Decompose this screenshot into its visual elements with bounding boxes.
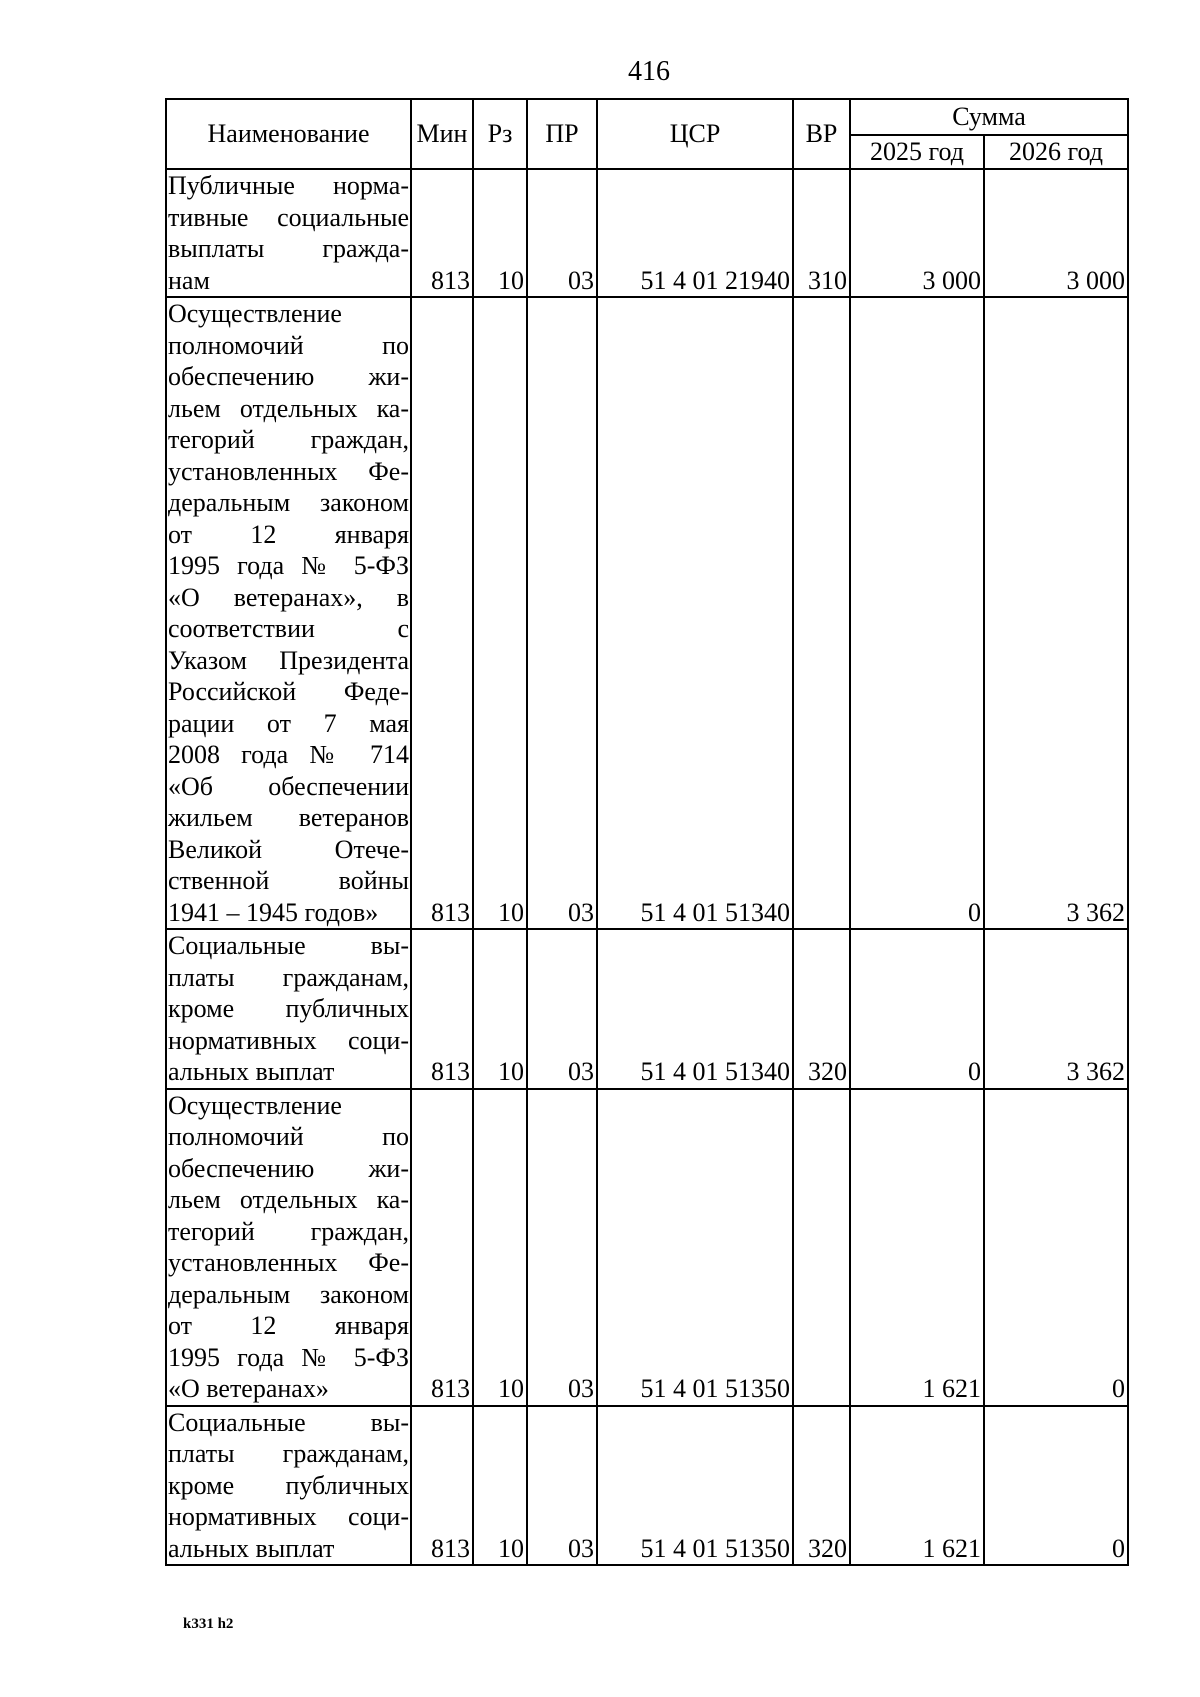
cell-vr: 310: [793, 169, 850, 297]
name-line: обеспечению жи-: [168, 362, 409, 391]
cell-sum-2026: 3 362: [984, 929, 1128, 1089]
cell-rz: 10: [473, 1089, 527, 1406]
cell-sum-2025: 1 621: [850, 1089, 984, 1406]
name-line: тивные социальные: [168, 202, 409, 232]
name-line: альных выплат: [168, 1057, 335, 1086]
name-line: 1995 года № 5-ФЗ: [168, 551, 409, 580]
header-csr: ЦСР: [597, 99, 793, 169]
cell-pr: 03: [527, 929, 597, 1089]
header-year-2026: 2026 год: [984, 135, 1128, 169]
table-row: [166, 1089, 1128, 1406]
name-line: 2008 года № 714: [168, 740, 409, 769]
name-line: 1995 года № 5-ФЗ: [168, 1342, 409, 1372]
header-vr: ВР: [793, 99, 850, 169]
cell-pr: 03: [527, 1089, 597, 1406]
name-line: 1941 – 1945 годов»: [168, 897, 379, 927]
cell-csr: 51 4 01 51340: [597, 297, 793, 929]
header-name: Наименование: [166, 99, 411, 169]
name-line: альных выплат: [168, 1533, 335, 1563]
name-line: нам: [168, 265, 210, 295]
name-line: «Об обеспечении: [168, 771, 409, 801]
name-line: льем отдельных ка-: [168, 393, 409, 423]
cell-vr: [793, 1089, 850, 1406]
table-header: [166, 99, 1128, 169]
cell-name: [166, 1089, 411, 1406]
name-line: рации от 7 мая: [168, 708, 409, 738]
cell-sum-2026: 0: [984, 1089, 1128, 1406]
cell-name: [166, 169, 411, 297]
cell-csr: 51 4 01 51350: [597, 1406, 793, 1566]
name-line: льем отдельных ка-: [168, 1185, 409, 1214]
name-line: Великой Отече-: [168, 834, 409, 864]
name-line: Осуществление: [168, 1090, 342, 1120]
name-line: «О ветеранах», в: [168, 582, 409, 612]
cell-sum-2026: 3 000: [984, 169, 1128, 297]
cell-csr: 51 4 01 51340: [597, 929, 793, 1089]
name-line: нормативных соци-: [168, 1025, 409, 1055]
cell-vr: [793, 297, 850, 929]
cell-sum-2026: 0: [984, 1406, 1128, 1566]
name-line: платы гражданам,: [168, 1439, 409, 1468]
header-rz: Рз: [473, 99, 527, 169]
name-line: полномочий по: [168, 330, 409, 360]
header-pr: ПР: [527, 99, 597, 169]
table-row: [166, 1406, 1128, 1566]
cell-sum-2025: 0: [850, 929, 984, 1089]
header-year-2025: 2025 год: [850, 135, 984, 169]
table-row: [166, 169, 1128, 297]
cell-sum-2026: 3 362: [984, 297, 1128, 929]
cell-min: 813: [411, 169, 473, 297]
name-line: Указом Президента: [168, 645, 409, 675]
cell-name: [166, 297, 411, 929]
footer-code: k331 h2: [183, 1616, 234, 1632]
name-line: соответствии с: [168, 614, 409, 643]
name-line: тегорий граждан,: [168, 425, 409, 454]
name-line: от 12 января: [168, 1311, 409, 1340]
name-line: деральным законом: [168, 1279, 409, 1309]
cell-rz: 10: [473, 297, 527, 929]
cell-min: 813: [411, 1089, 473, 1406]
cell-pr: 03: [527, 297, 597, 929]
name-line: жильем ветеранов: [168, 803, 409, 832]
cell-sum-2025: 3 000: [850, 169, 984, 297]
table-row: [166, 929, 1128, 1089]
cell-vr: 320: [793, 929, 850, 1089]
name-line: полномочий по: [168, 1122, 409, 1151]
name-line: кроме публичных: [168, 1470, 409, 1500]
name-line: Публичные норма-: [168, 171, 409, 200]
name-line: Осуществление: [168, 299, 342, 328]
table-row: [166, 297, 1128, 929]
name-line: кроме публичных: [168, 994, 409, 1023]
cell-sum-2025: 0: [850, 297, 984, 929]
cell-name: [166, 929, 411, 1089]
cell-csr: 51 4 01 21940: [597, 169, 793, 297]
cell-csr: 51 4 01 51350: [597, 1089, 793, 1406]
name-line: обеспечению жи-: [168, 1153, 409, 1183]
name-line: ственной войны: [168, 866, 409, 895]
name-line: от 12 января: [168, 519, 409, 549]
name-line: тегорий граждан,: [168, 1216, 409, 1246]
name-line: платы гражданам,: [168, 962, 409, 992]
name-line: выплаты гражда-: [168, 234, 409, 263]
header-sum: Сумма: [850, 99, 1128, 135]
cell-min: 813: [411, 1406, 473, 1566]
name-line: нормативных соци-: [168, 1502, 409, 1531]
cell-rz: 10: [473, 1406, 527, 1566]
header-min: Мин: [411, 99, 473, 169]
cell-pr: 03: [527, 1406, 597, 1566]
cell-rz: 10: [473, 169, 527, 297]
name-line: установленных Фе-: [168, 1248, 409, 1277]
name-line: «О ветеранах»: [168, 1374, 329, 1403]
name-line: деральным законом: [168, 488, 409, 517]
cell-name: [166, 1406, 411, 1566]
cell-sum-2025: 1 621: [850, 1406, 984, 1566]
cell-pr: 03: [527, 169, 597, 297]
name-line: Социальные вы-: [168, 1407, 409, 1437]
cell-min: 813: [411, 297, 473, 929]
name-line: установленных Фе-: [168, 456, 409, 486]
cell-min: 813: [411, 929, 473, 1089]
name-line: Российской Феде-: [168, 677, 409, 706]
table-body: [166, 169, 1128, 1565]
page-number: 416: [628, 56, 670, 87]
cell-rz: 10: [473, 929, 527, 1089]
name-line: Социальные вы-: [168, 931, 409, 960]
cell-vr: 320: [793, 1406, 850, 1566]
budget-table: [165, 98, 1129, 1566]
